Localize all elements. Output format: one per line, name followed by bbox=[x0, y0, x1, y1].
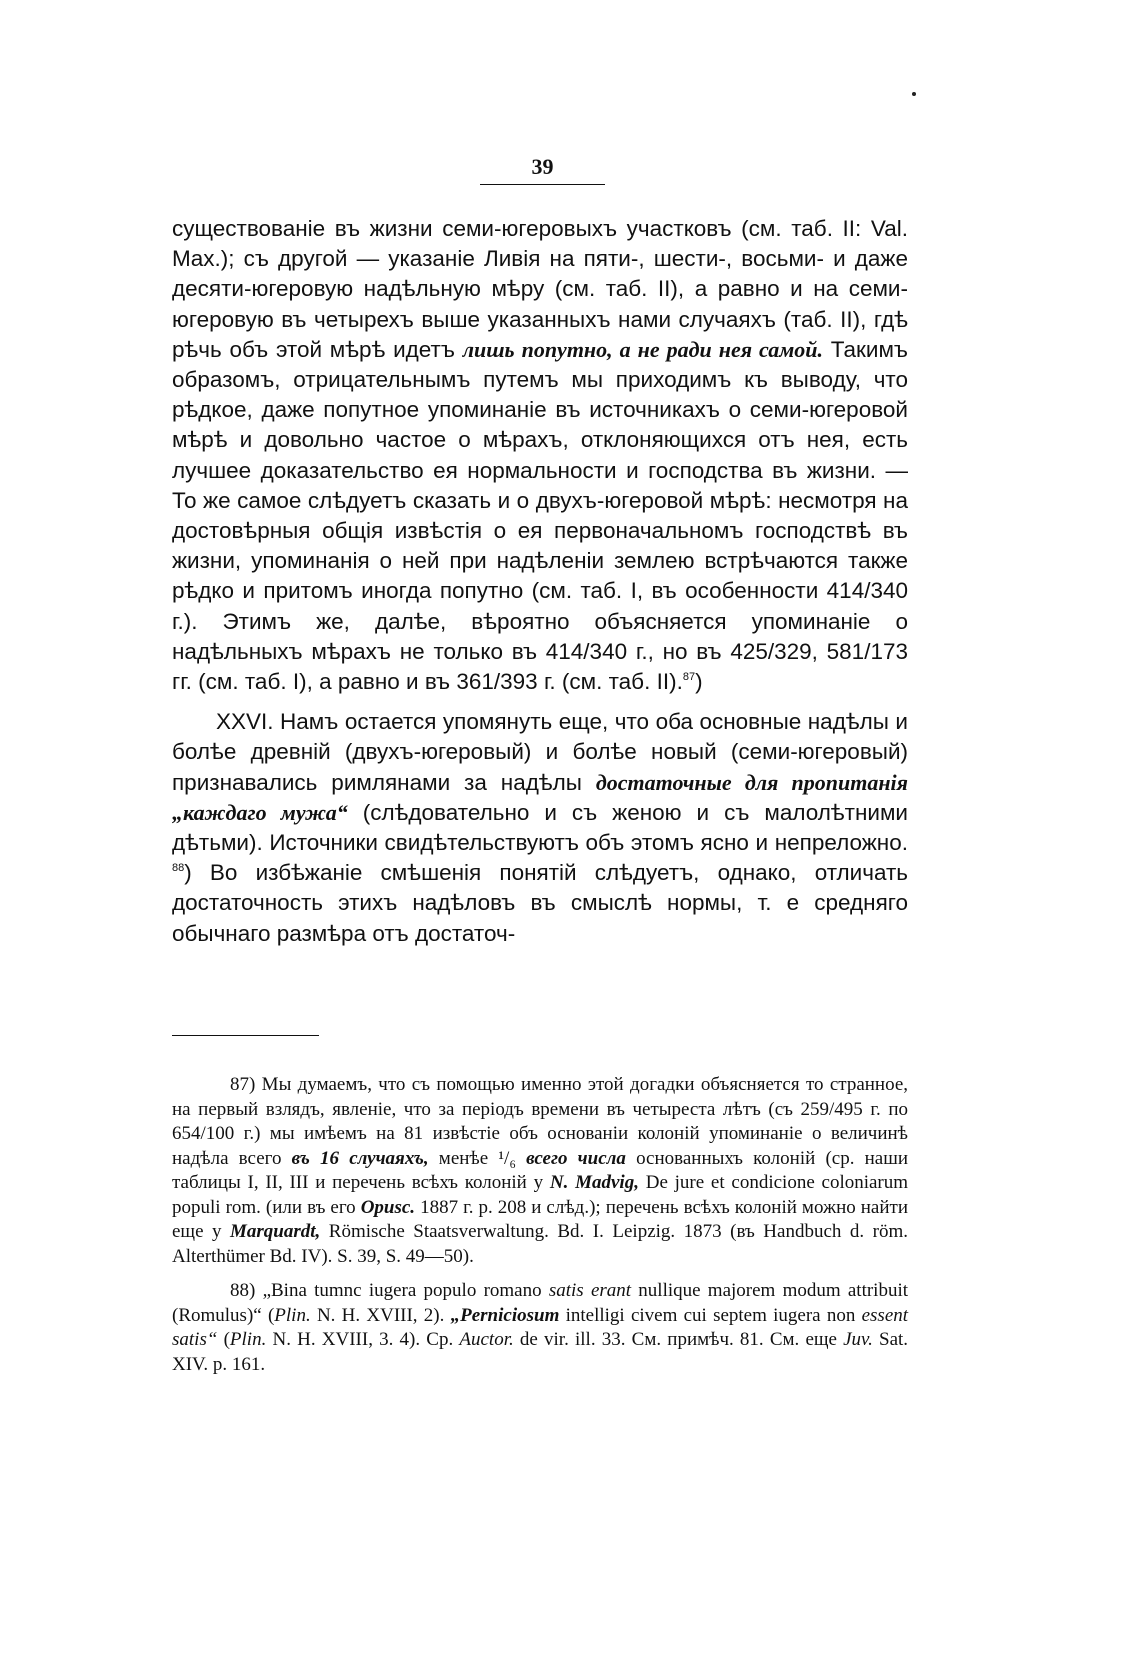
footnote-ref-87[interactable]: 87 bbox=[682, 671, 696, 684]
footnote-88: 88) „Bina tumnc iugera populo romano satis erant nullique majorem modum attribuit (Romulus)“ (Plin. N. H. XVIII, 2). „Perniciosum intelligi civem cui septem iugera non essent satis“ (Plin. N. H. XVIII, 3. 4). Ср. Auctor. de vir. ill. 33. См. примѣч. 81. См. еще Juv. Sat. XIV. p. 161. bbox=[172, 1280, 909, 1375]
main-text bbox=[172, 214, 908, 949]
footnotes bbox=[172, 1073, 908, 1377]
paragraph-2: XXVI. Намъ остается упомянуть еще, что оба основные надѣлы и болѣе древній (двухъ-югеровый) и болѣе новый (семи-югеровый) признавались римлянами за надѣлы достаточные для пропитанія „каждаго мужа“ (слѣдовательно и съ женою и съ малолѣтними дѣтьми). Источники свидѣтельствуютъ объ этомъ ясно и непреложно. $^{88}$) Во избѣжаніе смѣшенія понятій слѣдуетъ, однако, отличать достаточность этихъ надѣловъ въ смыслѣ нормы, т. е средняго обычнаго размѣра отъ достаточ- bbox=[172, 709, 908, 946]
footnote-ref-88[interactable]: 88 bbox=[172, 862, 185, 875]
footnote-87: 87) Мы думаемъ, что съ помощью именно этой догадки объясняется то странное, на первый взлядъ, явленіе, что за періодъ времени въ четыреста лѣтъ (съ 259/495 г. по 654/100 г.) мы имѣемъ на 81 извѣстіе объ основаніи колоній упоминаніе о величинѣ надѣла всего въ 16 случаяхъ, менѣе ¹/₆ всего числа основанныхъ колоній (ср. наши таблицы I, II, III и перечень всѣхъ колоній у N. Madvig, De jure et condicione coloniarum populi rom. (или въ его Opusc. 1887 г. p. 208 и слѣд.); перечень всѣхъ колоній можно найти еще у Marquardt, Römische Staatsverwaltung. Bd. I. Leipzig. 1873 (въ Handbuch d. röm. Alterthümer Bd. IV). S. 39, S. 49—50). bbox=[172, 1074, 909, 1267]
paper-speck bbox=[912, 92, 916, 96]
emphasis-text: достаточные для пропитанія „каждаго мужа“ bbox=[172, 769, 908, 825]
emphasis-text: лишь попутно, а не ради нея самой. bbox=[462, 336, 824, 362]
page-number: 39 bbox=[480, 152, 605, 185]
paragraph-1: существованіе въ жизни семи-югеровыхъ участковъ (см. таб. II: Val. Max.); съ другой — указаніе Ливія на пяти-, шести-, восьми- и даже десяти-югеровую надѣльную мѣру (см. таб. II), а равно и на семи-югеровую въ четырехъ выше указанныхъ нами случаяхъ (таб. II), гдѣ рѣчь объ этой мѣрѣ идетъ лишь попутно, а не ради нея самой. Такимъ образомъ, отрицательнымъ путемъ мы приходимъ къ выводу, что рѣдкое, даже попутное упоминаніе въ источникахъ о семи-югеровой мѣрѣ и довольно частое о мѣрахъ, отклоняющихся отъ нея, есть лучшее доказательство ея нормальности и господства въ жизни. — То же самое слѣдуетъ сказать и о двухъ-югеровой мѣрѣ: несмотря на достовѣрныя общія извѣстія о ея первоначальномъ господствѣ въ жизни, упоминанія о ней при надѣленіи землею встрѣчаются также рѣдко и притомъ иногда попутно (см. таб. I, въ особенности 414/340 г.). Этимъ же, далѣе, вѣроятно объясняется упоминаніе о надѣльныхъ мѣрахъ не только въ 414/340 г., но въ 425/329, 581/173 гг. (см. таб. I), а равно и въ 361/393 г. (см. таб. II).$^{87}$) bbox=[172, 216, 908, 695]
footnote-separator bbox=[172, 1035, 319, 1036]
